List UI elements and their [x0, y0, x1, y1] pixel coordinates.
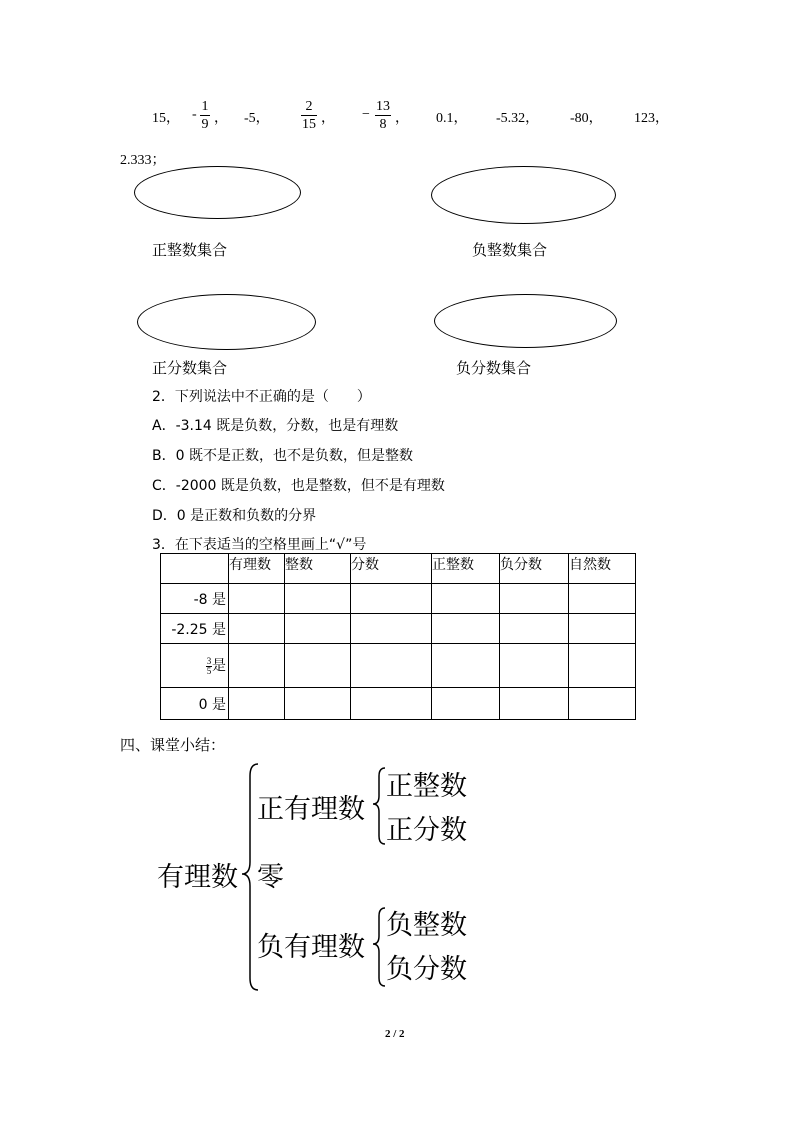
question-2-option-b: B．0 既不是正数，也不是负数，但是整数 [152, 448, 413, 464]
number-sign: - [192, 107, 197, 122]
number-0-1: 0.1， [436, 111, 468, 126]
number-123: 123， [634, 111, 669, 126]
row-label-neg-8: -8 是 [161, 584, 229, 614]
negative-fraction-set-label: 负分数集合 [456, 359, 532, 377]
row-label-neg-2-25: -2.25 是 [161, 614, 229, 644]
question-2-stem: 2．下列说法中不正确的是（ ） [152, 389, 371, 405]
number-15: 15， [152, 111, 180, 126]
question-2-option-d: D．0 是正数和负数的分界 [152, 508, 317, 524]
number-2-333: 2.333； [120, 153, 166, 168]
number-neg-5-32: -5.32， [496, 111, 540, 126]
number-comma: ， [321, 111, 335, 126]
denominator: 15 [302, 117, 316, 132]
header-integer: 整数 [285, 554, 351, 584]
denominator: 9 [201, 117, 209, 132]
denominator: 8 [379, 117, 387, 132]
header-negative-fraction: 负分数 [500, 554, 569, 584]
header-rational: 有理数 [229, 554, 285, 584]
summary-title: 四、课堂小结： [120, 736, 226, 754]
row-label-suffix: 是 [212, 658, 226, 675]
denominator: 5 [206, 665, 212, 676]
number-neg-5: -5， [244, 111, 270, 126]
tree-zero: 零 [257, 862, 284, 893]
tree-negative-integer: 负整数 [386, 910, 467, 941]
header-natural-number: 自然数 [569, 554, 636, 584]
main-brace [242, 764, 258, 990]
negative-integer-set-label: 负整数集合 [472, 241, 548, 259]
number-sign: − [362, 107, 370, 122]
number-comma: ， [395, 111, 409, 126]
tree-root-rational: 有理数 [157, 862, 238, 893]
positive-fraction-set-label: 正分数集合 [152, 359, 228, 377]
numerator: 2 [305, 99, 313, 114]
numerator: 3 [206, 655, 212, 666]
tree-negative-fraction: 负分数 [386, 954, 467, 985]
question-3-stem: 3．在下表适当的空格里画上“√”号 [152, 537, 367, 553]
numerator: 1 [201, 99, 209, 114]
page-number: 2 / 2 [385, 1028, 405, 1040]
question-2-option-a: A．-3.14 既是负数，分数，也是有理数 [152, 418, 399, 434]
tree-negative-rational: 负有理数 [257, 932, 365, 963]
positive-integer-set-label: 正整数集合 [152, 241, 228, 259]
header-fraction: 分数 [351, 554, 432, 584]
question-2-option-c: C．-2000 既是负数，也是整数，但不是有理数 [152, 478, 445, 494]
negative-brace [373, 908, 385, 986]
header-positive-integer: 正整数 [432, 554, 500, 584]
row-label-0: 0 是 [161, 688, 229, 720]
tree-positive-rational: 正有理数 [257, 794, 365, 825]
tree-positive-fraction: 正分数 [386, 815, 467, 846]
numerator: 13 [376, 99, 390, 114]
positive-brace [373, 768, 385, 844]
number-neg-80: -80， [570, 111, 603, 126]
tree-positive-integer: 正整数 [386, 771, 467, 802]
number-comma: ， [214, 111, 228, 126]
